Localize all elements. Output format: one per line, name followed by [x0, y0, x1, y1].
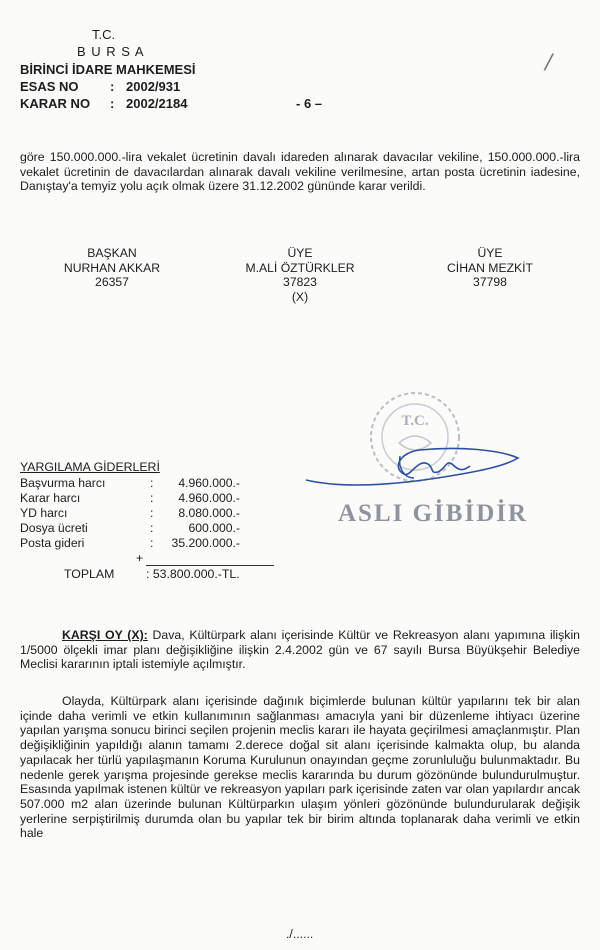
continuation-mark: ./......	[286, 927, 314, 941]
expense-row	[20, 491, 280, 506]
expense-colon: :	[150, 491, 154, 505]
signatory-number: 37823	[283, 275, 317, 289]
expense-row	[20, 521, 280, 536]
signatory-role: ÜYE	[287, 246, 313, 260]
header-tc: T.C.	[92, 27, 116, 42]
signatory-1	[32, 246, 192, 290]
signatory-name: CİHAN MEZKİT	[447, 260, 533, 275]
expense-colon: :	[150, 506, 154, 520]
signatory-role: BAŞKAN	[87, 246, 137, 260]
signatory-3	[410, 246, 570, 290]
dissent-label: KARŞI OY (X):	[62, 628, 148, 642]
expense-amount: 600.000.-	[188, 521, 240, 535]
expense-label: YD harcı	[20, 506, 68, 520]
expense-label: Karar harcı	[20, 491, 81, 505]
court-name: BİRİNCİ İDARE MAHKEMESİ	[20, 62, 196, 77]
signature-name-stamp: ASLI GİBİDİR	[338, 500, 529, 527]
signatory-number: 26357	[95, 275, 129, 289]
dissent-paragraph-2: Olayda, Kültürpark alanı içerisinde dağınık biçimlerde bulunan kültür yapılarını tek bir alan içinde daha verimli ve etkin kullanımının sağlanması amacıyla yani bir düzenleme ihtiyacı üzerine yapılan yarışma sonucu birinci seçilen projenin meclis kararı ile hayata geçirilmesi amaçlanmıştır. Plan değişikliğinin yapıldığı alanın tamamı 2.derece doğal sit alanı içerisinde kalmakta olup, bu alanda yapılacak her türlü yapılaşmanın Koruma Kurulunun onayından geçme zorunluluğu bulunmaktadır. Bu nedenle gerek yarışma projesinde gerekse meclis kararında bu durum gözönünde bulundurulmuştur. Esasında yapılmak istenen kültür ve rekreasyon yapıları park içerisinde zaten var olan yapılardır ancak 507.000 m2 alan üzerinde bulunan Kültürparkın ulaşım yönleri gözönünde bulundurularak değişik yerlerine serpiştirilmiş durumda olan bu yapılar tek bir birim altında toplanarak daha verimli ve etkin hale	[20, 694, 580, 841]
expense-colon: :	[150, 476, 154, 490]
expense-row	[20, 536, 280, 551]
karar-value: 2002/2184	[126, 96, 188, 111]
expense-amount: 4.960.000.-	[178, 491, 240, 505]
expense-amount: 35.200.000.-	[171, 536, 240, 550]
signatory-role: ÜYE	[477, 246, 503, 260]
signature-scribble	[300, 438, 530, 498]
karar-label: KARAR NO	[20, 96, 91, 111]
sum-plus-sign: +	[136, 551, 144, 565]
total-label: TOPLAM	[64, 567, 115, 581]
expense-amount: 8.080.000.-	[178, 506, 240, 520]
expense-label: Dosya ücreti	[20, 521, 88, 535]
sum-rule	[146, 565, 274, 566]
signatory-number: 37798	[473, 275, 507, 289]
signatory-name: NURHAN AKKAR	[63, 260, 161, 275]
esas-label: ESAS NO	[20, 79, 79, 94]
signatory-name: M.ALİ ÖZTÜRKLER	[245, 260, 355, 275]
expense-label: Posta gideri	[20, 536, 85, 550]
signatory-note: (X)	[291, 289, 309, 304]
seal-text: T.C.	[401, 413, 429, 429]
karar-colon: :	[110, 96, 115, 111]
dissent-paragraph-1	[20, 628, 580, 672]
esas-colon: :	[110, 79, 115, 94]
dissent-text-1: Dava, Kültürpark alanı içerisinde Kültür ve Rekreasyon alanı yapımına ilişkin 1/5000 ölçekli imar planı değişikliğine ilişkin 2.4.2002 gün ve 67 sayılı Bursa Büyükşehir Belediye Meclisi kararının iptali istemiyle açılmıştır.	[20, 628, 581, 672]
expense-colon: :	[150, 521, 154, 535]
expense-colon: :	[150, 536, 154, 550]
esas-value: 2002/931	[126, 79, 181, 94]
expense-row	[20, 476, 280, 491]
signatory-2	[220, 246, 380, 304]
expense-amount: 4.960.000.-	[178, 476, 240, 490]
margin-mark: /	[542, 49, 555, 76]
page-number: - 6 –	[296, 96, 323, 111]
expense-label: Başvurma harcı	[20, 476, 106, 490]
decision-paragraph: göre 150.000.000.-lira vekalet ücretinin davalı idareden alınarak davacılar vekiline, 150.000.000.-lira vekalet ücretinin de davacılardan alınarak davalı vekiline verilmesine, artan posta ücretinin iadesine, Danıştay'a temyiz yolu açık olmak üzere 31.12.2002 gününde karar verildi.	[20, 150, 580, 194]
expenses-title: YARGILAMA GİDERLERİ	[20, 460, 160, 474]
header-city: B U R S A	[77, 44, 145, 59]
total-value: : 53.800.000.-TL.	[146, 567, 240, 581]
expense-row	[20, 506, 280, 521]
